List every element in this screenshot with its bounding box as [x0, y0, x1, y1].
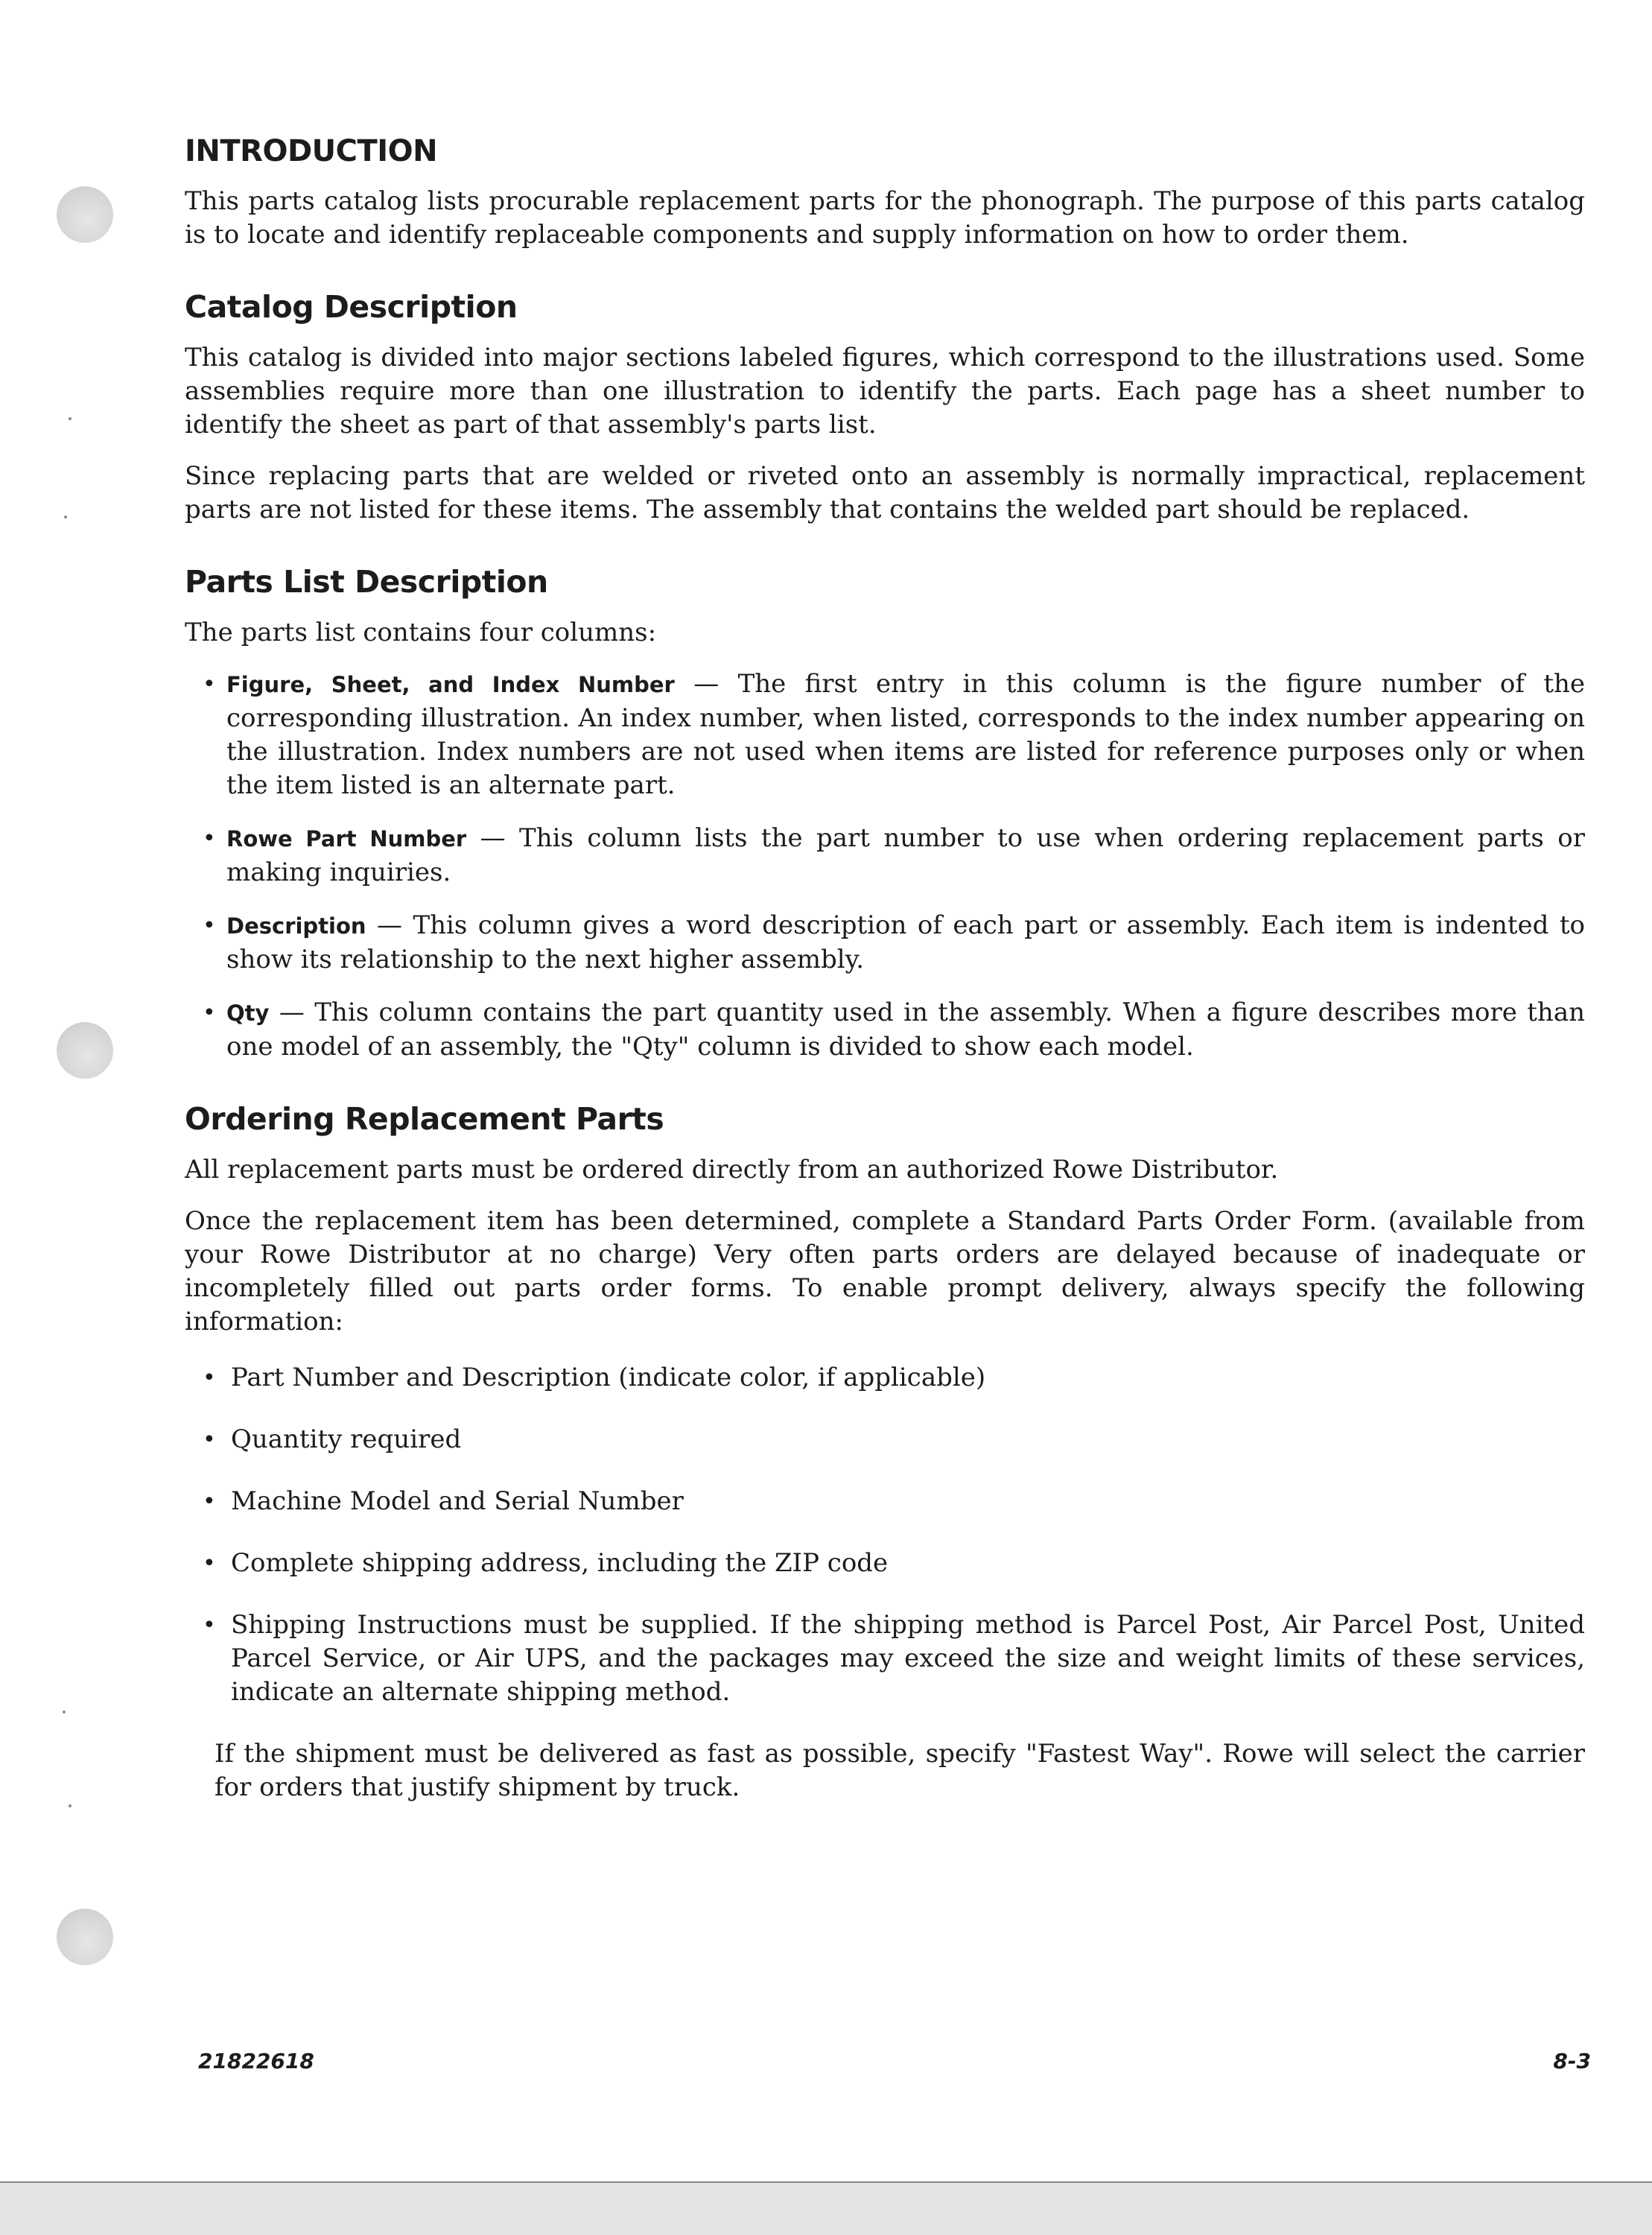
bullet-icon: •: [203, 671, 216, 697]
em-dash: —: [674, 669, 738, 699]
bullet-icon: •: [203, 1427, 216, 1453]
introduction-text: This parts catalog lists procurable replacement parts for the phonograph. The purpose of this parts catalog is to locate and identify replaceable components and supply information on how to order them.: [185, 186, 1585, 250]
column-text: This column contains the part quantity used in the assembly. When a figure describes more than one model of an assembly, the "Qty" column is divided to show each model.: [226, 998, 1585, 1062]
required-info-text: Shipping Instructions must be supplied. If the shipping method is Parcel Post, Air Parcel Post, United Parcel Service, or Air UPS, and the packages may exceed the size and weight limits of these services, indicate an alternate shipping method.: [231, 1610, 1585, 1707]
parts-list-description-section: [185, 564, 1585, 1064]
page-number: 8-3: [1553, 2049, 1591, 2073]
em-dash: —: [366, 910, 413, 940]
introduction-section: [185, 134, 1585, 252]
column-item: [185, 822, 1585, 890]
scan-speck: [69, 417, 72, 420]
required-info-text: Complete shipping address, including the ZIP code: [231, 1548, 889, 1578]
scan-speck: [64, 516, 67, 519]
bullet-icon: •: [203, 1000, 216, 1026]
document-number: 21822618: [198, 2049, 314, 2073]
required-info-item: [185, 1423, 1585, 1456]
ordering-paragraph: All replacement parts must be ordered directly from an authorized Rowe Distributor.: [185, 1155, 1279, 1185]
catalog-description-section: [185, 289, 1585, 527]
required-info-text: Part Number and Description (indicate color, if applicable): [231, 1363, 986, 1392]
ordering-closing: If the shipment must be delivered as fast as possible, specify "Fastest Way". Rowe will select the carrier for orders that justify shipment by truck.: [215, 1739, 1585, 1802]
ordering-paragraph: Once the replacement item has been determined, complete a Standard Parts Order Form. (available from your Rowe Distributor at no charge) Very often parts orders are delayed because of inadequate or incompletely filled out parts order forms. To enable prompt delivery, always specify the following information:: [185, 1206, 1585, 1337]
column-term: Qty: [226, 1001, 270, 1026]
bullet-icon: •: [203, 1365, 216, 1391]
introduction-heading: INTRODUCTION: [185, 134, 438, 168]
bullet-icon: •: [203, 1550, 216, 1576]
parts-list-description-heading: Parts List Description: [185, 564, 548, 600]
bullet-icon: •: [203, 1612, 216, 1638]
column-term: Rowe Part Number: [226, 826, 467, 852]
em-dash: —: [466, 823, 520, 853]
catalog-description-paragraph: This catalog is divided into major sections labeled figures, which correspond to the illustrations used. Some assemblies require more than one illustration to identify the parts. Each page has a sheet number to identify the sheet as part of that assembly's parts list.: [185, 343, 1585, 440]
scan-edge-band: [0, 2183, 1652, 2235]
column-term: Description: [226, 913, 366, 939]
page-footer: [198, 2049, 1591, 2079]
em-dash: —: [269, 998, 315, 1027]
column-item: [185, 668, 1585, 802]
bullet-icon: •: [203, 1489, 216, 1515]
required-info-item: [185, 1547, 1585, 1580]
bullet-icon: •: [203, 913, 216, 939]
column-text: This column gives a word description of each part or assembly. Each item is indented to show its relationship to the next higher assembly.: [226, 910, 1585, 974]
column-item: [185, 909, 1585, 977]
column-item: [185, 996, 1585, 1064]
punch-hole-middle: [57, 1022, 113, 1079]
required-info-item: [185, 1361, 1585, 1395]
ordering-heading: Ordering Replacement Parts: [185, 1101, 664, 1137]
bullet-icon: •: [203, 825, 216, 852]
column-list: [185, 668, 1585, 1064]
required-info-text: Machine Model and Serial Number: [231, 1486, 684, 1516]
column-text: This column lists the part number to use when ordering replacement parts or making inquiries.: [226, 823, 1585, 887]
required-info-list: [185, 1361, 1585, 1709]
scan-speck: [63, 1711, 66, 1714]
parts-list-intro: The parts list contains four columns:: [185, 618, 657, 647]
required-info-item: [185, 1608, 1585, 1709]
ordering-section: [185, 1101, 1585, 1804]
punch-hole-bottom: [57, 1909, 113, 1965]
catalog-description-paragraph: Since replacing parts that are welded or riveted onto an assembly is normally impractical, replacement parts are not listed for these items. The assembly that contains the welded part should be replaced.: [185, 461, 1585, 524]
required-info-text: Quantity required: [231, 1424, 462, 1454]
scan-speck: [69, 1804, 72, 1807]
column-text: The first entry in this column is the figure number of the corresponding illustration. An index number, when listed, corresponds to the index number appearing on the illustration. Index numbers are not used when items are listed for reference purposes only or when the item listed is an alternate part.: [226, 669, 1585, 800]
punch-hole-top: [57, 186, 113, 243]
catalog-description-heading: Catalog Description: [185, 289, 518, 325]
column-term: Figure, Sheet, and Index Number: [226, 672, 675, 697]
required-info-item: [185, 1485, 1585, 1518]
document-body: [185, 112, 1585, 1822]
